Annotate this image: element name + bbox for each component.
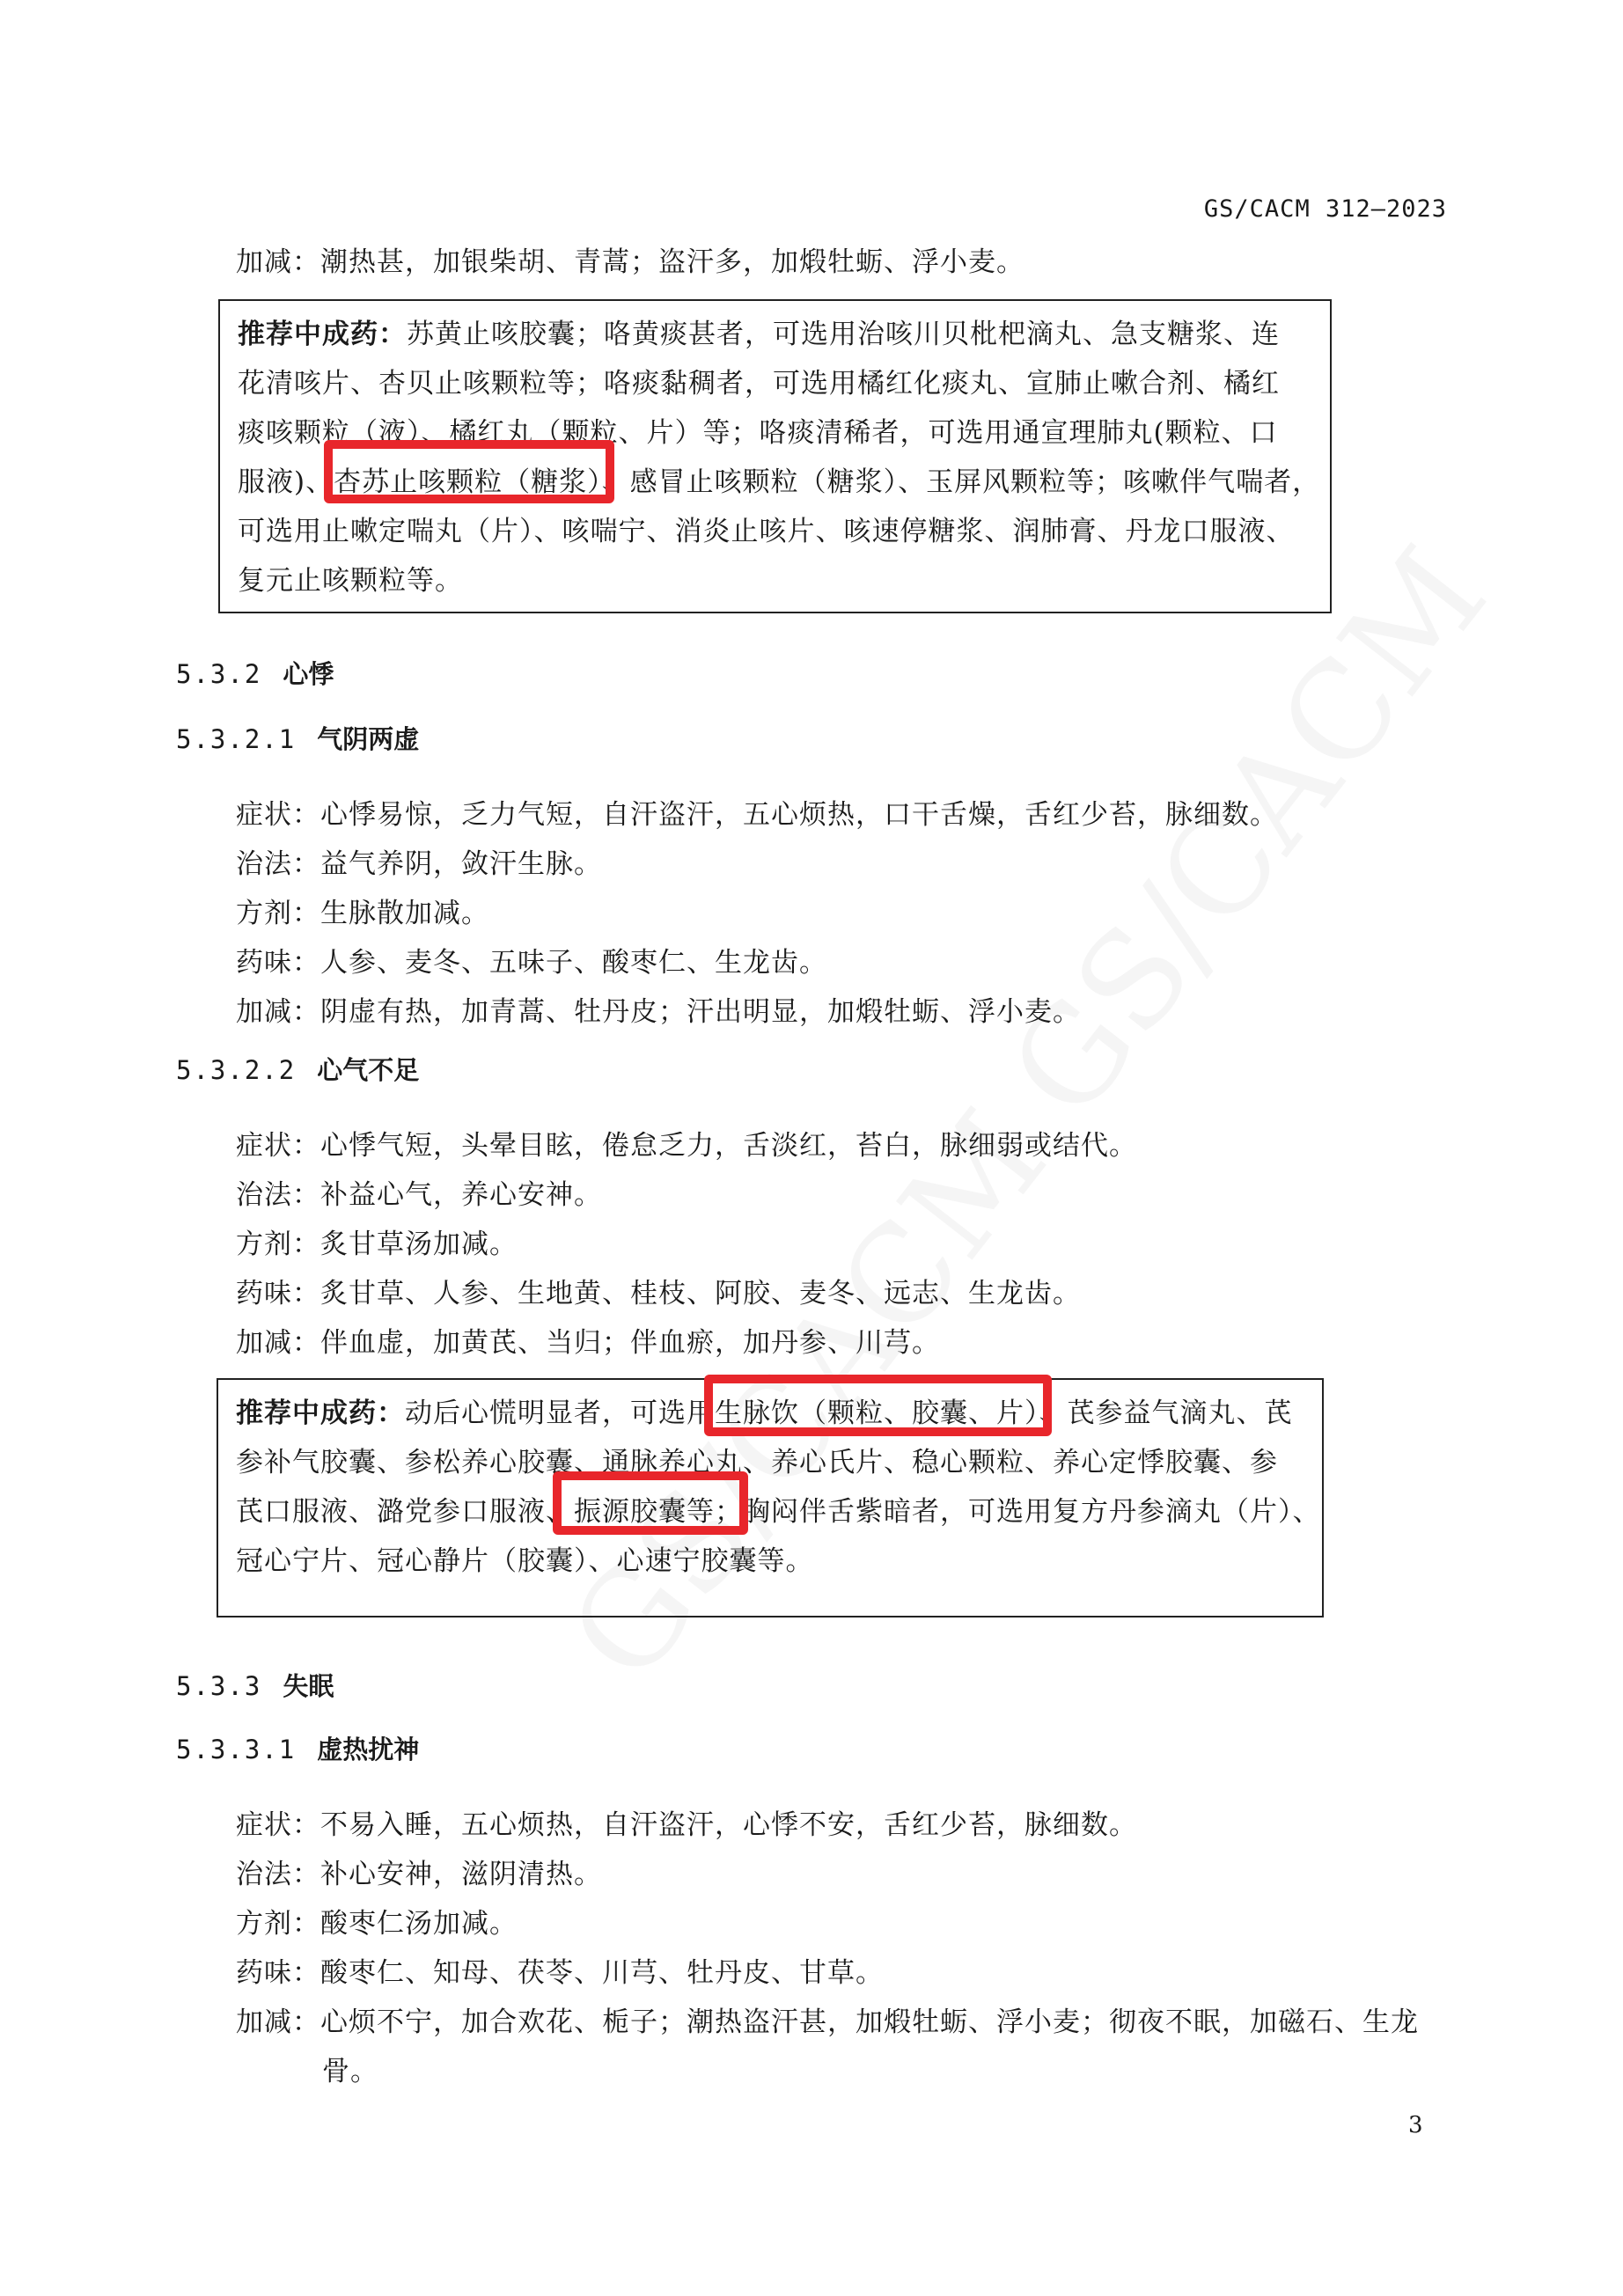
paragraph-line: 加减：阴虚有热，加青蒿、牡丹皮；汗出明显，加煅牡蛎、浮小麦。 xyxy=(236,996,1081,1028)
top-addition-line: 加减：潮热甚，加银柴胡、青蒿；盗汗多，加煅牡蛎、浮小麦。 xyxy=(236,246,1024,278)
section-title: 心悸 xyxy=(283,659,334,689)
box1-line: 痰咳颗粒（液）、橘红丸（颗粒、片）等；咯痰清稀者，可选用通宣理肺丸(颗粒、口 xyxy=(238,417,1278,449)
section-number: 5.3.3.1 xyxy=(176,1735,297,1764)
paragraph-line: 药味：酸枣仁、知母、茯苓、川芎、牡丹皮、甘草。 xyxy=(236,1957,884,1989)
paragraph-line: 治法：补心安神，滋阴清热。 xyxy=(236,1859,602,1890)
section-heading-5-3-2 xyxy=(176,655,334,691)
section-number: 5.3.3 xyxy=(176,1671,262,1701)
section-title: 虚热扰神 xyxy=(317,1735,420,1764)
section-number: 5.3.2.1 xyxy=(176,724,297,754)
paragraph-line: 症状：心悸易惊，乏力气短，自汗盗汗，五心烦热，口干舌燥，舌红少苔，脉细数。 xyxy=(236,799,1278,831)
highlight-box xyxy=(704,1375,1052,1436)
highlight-box xyxy=(324,440,614,503)
section-title: 失眠 xyxy=(283,1671,334,1701)
box2-line: 芪口服液、潞党参口服液、振源胶囊等；胸闷伴舌紫暗者，可选用复方丹参滴丸（片）、 xyxy=(236,1496,1321,1528)
section-title: 心气不足 xyxy=(317,1055,420,1085)
paragraph-line: 药味：炙甘草、人参、生地黄、桂枝、阿胶、麦冬、远志、生龙齿。 xyxy=(236,1278,1081,1309)
paragraph-line: 方剂：酸枣仁汤加减。 xyxy=(236,1908,518,1940)
section-number: 5.3.2.2 xyxy=(176,1055,297,1085)
paragraph-line: 治法：补益心气，养心安神。 xyxy=(236,1179,602,1211)
box1-line: 服液)、杏苏止咳颗粒（糖浆）、感冒止咳颗粒（糖浆）、玉屏风颗粒等；咳嗽伴气喘者， xyxy=(238,466,1321,498)
paragraph-line: 药味：人参、麦冬、五味子、酸枣仁、生龙齿。 xyxy=(236,947,827,979)
paragraph-line: 方剂：生脉散加减。 xyxy=(236,898,489,929)
section-heading-5-3-3 xyxy=(176,1667,334,1703)
box2-line: 参补气胶囊、参松养心胶囊、通脉养心丸、养心氏片、稳心颗粒、养心定悸胶囊、参 xyxy=(236,1447,1278,1478)
section-heading-5-3-3-1 xyxy=(176,1730,419,1766)
paragraph-line: 症状：心悸气短，头晕目眩，倦怠乏力，舌淡红，苔白，脉细弱或结代。 xyxy=(236,1130,1137,1162)
highlight-box xyxy=(553,1471,748,1535)
box2-line-text: 动后心慌明显者，可选用生脉饮（颗粒、胶囊、片）、芪参益气滴丸、芪 xyxy=(405,1397,1293,1429)
page-number: 3 xyxy=(1408,2112,1423,2138)
paragraph-line: 加减：伴血虚，加黄芪、当归；伴血瘀，加丹参、川芎。 xyxy=(236,1327,940,1359)
section-number: 5.3.2 xyxy=(176,659,262,689)
box1-line: 花清咳片、杏贝止咳颗粒等；咯痰黏稠者，可选用橘红化痰丸、宣肺止嗽合剂、橘红 xyxy=(238,368,1280,400)
box1-line xyxy=(238,310,1312,359)
box1-line-text: 苏黄止咳胶囊；咯黄痰甚者，可选用治咳川贝枇杷滴丸、急支糖浆、连 xyxy=(407,319,1280,350)
paragraph-line: 治法：益气养阴，敛汗生脉。 xyxy=(236,848,602,880)
box1-label: 推荐中成药： xyxy=(238,319,407,350)
section-title: 气阴两虚 xyxy=(317,724,420,754)
paragraph-line: 加减：心烦不宁，加合欢花、栀子；潮热盗汗甚，加煅牡蛎、浮小麦；彻夜不眠，加磁石、生龙 xyxy=(236,2006,1419,2038)
standard-number: GS/CACM 312—2023 xyxy=(1203,195,1447,223)
box2-line: 冠心宁片、冠心静片（胶囊）、心速宁胶囊等。 xyxy=(236,1545,814,1577)
paragraph-line: 方剂：炙甘草汤加减。 xyxy=(236,1229,518,1260)
box1-line: 复元止咳颗粒等。 xyxy=(238,565,463,597)
paragraph-line: 症状：不易入睡，五心烦热，自汗盗汗，心悸不安，舌红少苔，脉细数。 xyxy=(236,1809,1137,1841)
section-heading-5-3-2-2 xyxy=(176,1051,419,1087)
paragraph-line: 骨。 xyxy=(322,2056,378,2087)
section-heading-5-3-2-1 xyxy=(176,720,419,756)
box1-line: 可选用止嗽定喘丸（片）、咳喘宁、消炎止咳片、咳速停糖浆、润肺膏、丹龙口服液、 xyxy=(238,516,1295,547)
box2-label: 推荐中成药： xyxy=(236,1397,405,1429)
